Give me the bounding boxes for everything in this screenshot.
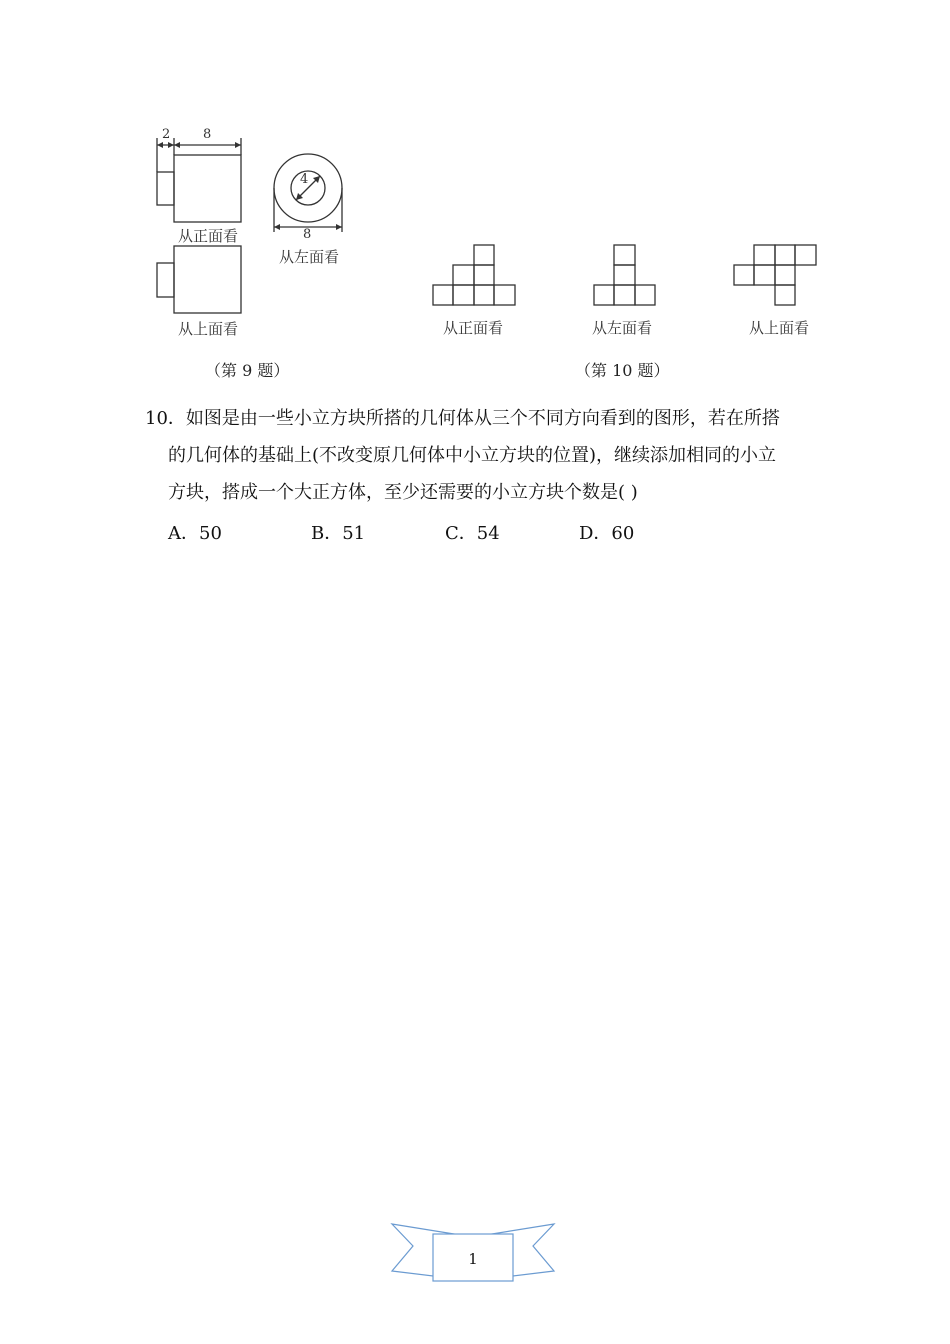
fig10-label-top: 从上面看 xyxy=(749,319,810,337)
fig9-label-left: 从左面看 xyxy=(279,248,340,266)
fig9-dim-2: 2 xyxy=(162,127,171,142)
fig9-label-front: 从正面看 xyxy=(178,227,239,245)
question-10-line-3: 方块，搭成一个大正方体，至少还需要的小立方块个数是( ) xyxy=(168,482,638,503)
page-number: 1 xyxy=(468,1250,478,1268)
option-d: D．60 xyxy=(579,523,635,544)
fig9-dim-8-top: 8 xyxy=(203,127,212,142)
question-10-line-2: 的几何体的基础上(不改变原几何体中小立方块的位置)，继续添加相同的小立 xyxy=(168,445,777,466)
fig10-caption: （第 10 题） xyxy=(575,361,670,380)
fig9-label-top: 从上面看 xyxy=(178,320,239,338)
option-a: A．50 xyxy=(168,523,222,544)
fig9-caption: （第 9 题） xyxy=(205,361,290,380)
fig9-dim-4: 4 xyxy=(300,172,309,187)
fig10-label-front: 从正面看 xyxy=(443,319,504,337)
option-b: B．51 xyxy=(311,523,366,544)
question-10-line-1: 10．如图是由一些小立方块所搭的几何体从三个不同方向看到的图形，若在所搭 xyxy=(145,408,780,429)
fig9-dim-8-bottom: 8 xyxy=(303,227,312,242)
fig10-label-left: 从左面看 xyxy=(592,319,653,337)
option-c: C．54 xyxy=(445,523,500,544)
